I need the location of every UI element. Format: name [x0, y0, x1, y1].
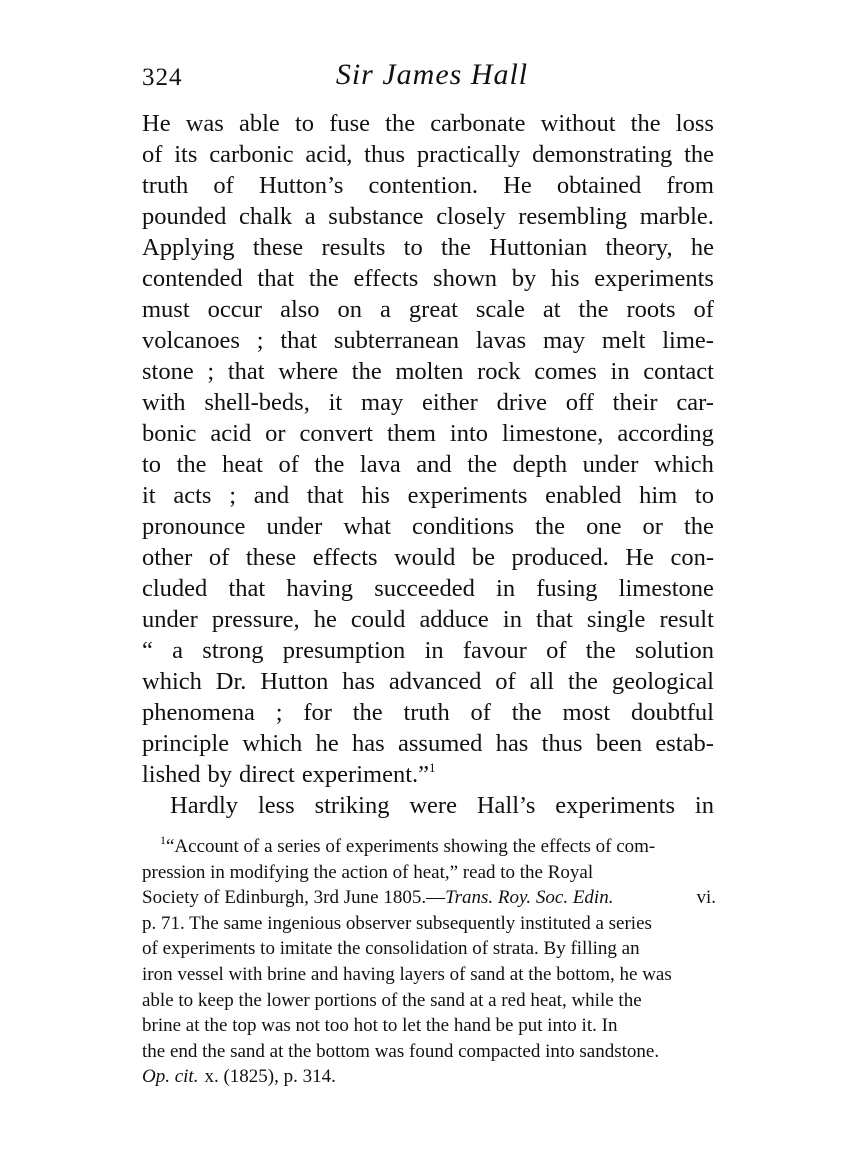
- page-number: 324: [142, 64, 183, 91]
- text-line: must occur also on a great scale at the roots of: [142, 296, 714, 323]
- text-line: other of these effects would be produced. He con-: [142, 544, 714, 571]
- footnote-line: able to keep the lower portions of the sand at a red heat, while the: [142, 989, 642, 1011]
- text-line: which Dr. Hutton has advanced of all the geological: [142, 668, 714, 695]
- footnote-line: Op. cit. x. (1825), p. 314.: [142, 1064, 716, 1090]
- text-line: with shell-beds, it may either drive off their car-: [142, 389, 714, 416]
- footnote-line: of experiments to imitate the consolidation of strata. By filling an: [142, 938, 640, 960]
- footnote: [142, 834, 716, 1090]
- footnote-line: the end the sand at the bottom was found compacted into sandstone.: [142, 1040, 660, 1062]
- text-line: stone ; that where the molten rock comes in contact: [142, 358, 714, 385]
- text-line: Hardly less striking were Hall’s experiments in: [170, 792, 714, 819]
- text-line: bonic acid or convert them into limestone, according: [142, 420, 714, 447]
- body-text: [142, 108, 714, 821]
- text-line: pounded chalk a substance closely resembling marble.: [142, 203, 714, 230]
- text-line: volcanoes ; that subterranean lavas may melt lime-: [142, 327, 714, 354]
- footnote-line: p. 71. The same ingenious observer subsequently instituted a series: [142, 912, 652, 934]
- text-line: phenomena ; for the truth of the most doubtful: [142, 699, 714, 726]
- text-line: truth of Hutton’s contention. He obtained from: [142, 172, 714, 199]
- text-line: under pressure, he could adduce in that single result: [142, 606, 714, 633]
- text-line: cluded that having succeeded in fusing limestone: [142, 575, 714, 602]
- text-line: He was able to fuse the carbonate without the loss: [142, 110, 714, 137]
- text-line: to the heat of the lava and the depth under which: [142, 451, 714, 478]
- text-line: “ a strong presumption in favour of the solution: [142, 637, 714, 664]
- op-cit: Op. cit.: [142, 1066, 199, 1088]
- text-line: lished by direct experiment.”$^1$: [142, 760, 436, 788]
- footnote-line: brine at the top was not too hot to let the hand be put into it. In: [142, 1015, 618, 1037]
- footnote-marker: 1: [160, 833, 166, 847]
- journal-citation: Trans. Roy. Soc. Edin.: [445, 887, 614, 909]
- footnote-line: pression in modifying the action of heat,” read to the Royal: [142, 861, 594, 883]
- footnote-reference: 1: [429, 760, 436, 775]
- text-line: of its carbonic acid, thus practically demonstrating the: [142, 141, 714, 168]
- text-line: principle which he has assumed has thus been estab-: [142, 730, 714, 757]
- footnote-line: Society of Edinburgh, 3rd June 1805.—Trans. Roy. Soc. Edin. vi.: [142, 887, 716, 909]
- footnote-line: iron vessel with brine and having layers of sand at the bottom, he was: [142, 963, 672, 985]
- running-head: [142, 58, 722, 98]
- text-line: pronounce under what conditions the one or the: [142, 513, 714, 540]
- text-line: Applying these results to the Huttonian theory, he: [142, 234, 714, 261]
- text-line: contended that the effects shown by his experiments: [142, 265, 714, 292]
- footnote-line: $^1$“Account of a series of experiments showing the effects of com-: [160, 833, 656, 857]
- text-line: it acts ; and that his experiments enabled him to: [142, 482, 714, 509]
- running-title: Sir James Hall: [335, 58, 529, 91]
